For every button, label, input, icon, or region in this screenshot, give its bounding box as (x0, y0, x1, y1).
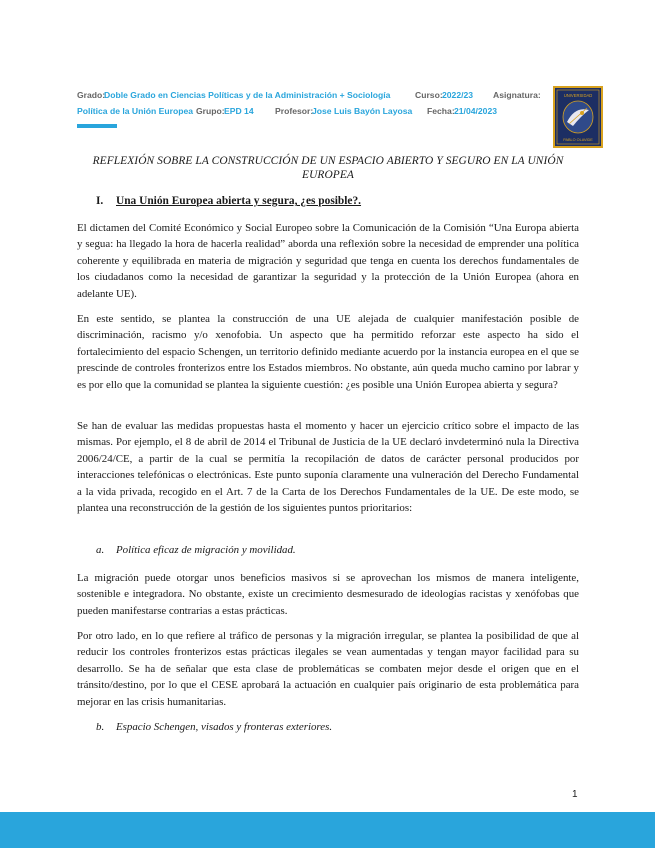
curso-value: 2022/23 (442, 90, 474, 100)
profesor-value: Jose Luis Bayón Layosa (312, 106, 413, 116)
paragraph-4: La migración puede otorgar unos beneficios masivos si se aprovechan los mismos de manera inteligente, sostenible e integradora. No obstante, existe un crecimiento desmesurado de ideologías racistas y xenófobas que pueden manifestarse contrarias a estas prácticas. (77, 572, 579, 617)
asignatura-label: Asignatura: (493, 90, 541, 100)
subsection-a-letter: a. (96, 544, 105, 556)
crest-bottom-text: PABLO OLAVIDE (563, 138, 593, 142)
subsection-b (96, 721, 332, 733)
paragraph-2: En este sentido, se plantea la construcción de una UE alejada de cualquier manifestación posible de discriminación, racismo y/o xenofobia. Un aspecto que ha permitido reforzar este aspecto ha sido el fortalecimiento del espacio Schengen, un territorio definido mediante acuerdo por la instancia europea en el que se prescinde de controles fronterizos entre los Estados miembros. No obstante, aún queda mucho camino por labrar y es por ello que la comunidad se plantea la siguiente cuestión: ¿es posible una Unión Europea abierta y segura? (77, 313, 579, 391)
page-number: 1 (572, 789, 578, 800)
grado-label: Grado: (77, 90, 106, 100)
paragraph-5: Por otro lado, en lo que refiere al tráfico de personas y la migración irregular, se plantea la posibilidad de que al reducir los controles fronterizos estas prácticas ilegales se vean aumentadas y tengan mayor facilidad para su desarrollo. Se ha de señalar que esta clase de problemáticas se combaten mejor desde el origen que en el tránsito/destino, por lo que el CESE aprobará la actuación en cualquier país originario de esta problemática para mejorar en las crisis humanitarias. (77, 630, 579, 708)
curso-label: Curso: (415, 90, 443, 100)
header-row-1 (77, 87, 547, 103)
header-info (77, 87, 547, 119)
paragraph-1: El dictamen del Comité Económico y Social Europeo sobre la Comunicación de la Comisión “Una Europa abierta y segua: ha llegado la hora de hacerla realidad” aborda una reflexión sobre la necesidad de emprender una política coherente y equilibrada en materia de migración y seguridad que tenga en cuenta los derechos fundamentales de los ciudadanos como la necesidad de garantizar la seguridad y la protección de la Unión Europea (ahora en adelante UE). (77, 222, 579, 300)
profesor-label: Profesor: (275, 106, 314, 116)
section-heading (96, 195, 361, 207)
crest-top-text: UNIVERSIDAD (563, 93, 593, 98)
fecha-value: 21/04/2023 (454, 106, 498, 116)
fecha-label: Fecha: (427, 106, 455, 116)
grupo-value: EPD 14 (224, 106, 254, 116)
subsection-b-letter: b. (96, 721, 105, 733)
subsection-b-title: Espacio Schengen, visados y fronteras exteriores. (116, 721, 333, 733)
section-title: Una Unión Europea abierta y segura, ¿es posible?. (116, 195, 362, 207)
subsection-a (96, 544, 296, 556)
section-number: I. (96, 195, 104, 207)
grupo-label: Grupo: (196, 106, 225, 116)
header-accent-bar (77, 124, 117, 128)
grado-value: Doble Grado en Ciencias Políticas y de la Administración + Sociología (104, 90, 391, 100)
subsection-a-title: Política eficaz de migración y movilidad. (116, 544, 296, 556)
footer-bar (0, 812, 655, 848)
paragraph-3: Se han de evaluar las medidas propuestas hasta el momento y hacer un ejercicio crítico sobre el impacto de las mismas. Por ejemplo, el 8 de abril de 2014 el Tribunal de Justicia de la UE declaró invdeterminó nula la Directiva 2006/24/CE, a partir de la cual se permitía la recopilación de datos de carácter personal producidos por interacciones telefónicas o electrónicas. Este punto suponía claramente una vulneración del Derecho Fundamental a la vida privada, recogido en el Art. 7 de la Carta de los Derechos Fundamentales de la UE. De este modo, se plantea una reconstrucción de la gestión de los siguientes puntos prioritarios: (77, 420, 579, 515)
university-crest-logo (553, 86, 603, 148)
asignatura-value: Política de la Unión Europea (77, 106, 194, 116)
document-title: REFLEXIÓN SOBRE LA CONSTRUCCIÓN DE UN ESPACIO ABIERTO Y SEGURO EN LA UNIÓN EUROPEA (92, 155, 564, 181)
header-row-2 (77, 103, 547, 119)
